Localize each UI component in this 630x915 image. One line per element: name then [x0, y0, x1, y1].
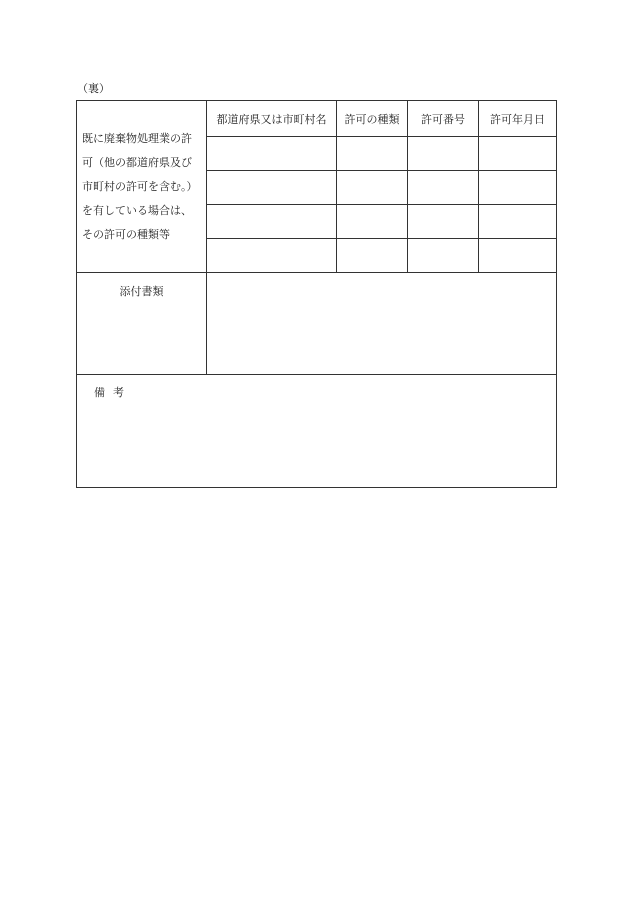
license-date-cell[interactable] [479, 239, 557, 273]
remarks-field[interactable] [77, 375, 557, 488]
license-type-cell[interactable] [337, 239, 408, 273]
license-number-cell[interactable] [408, 137, 479, 171]
header-license-type: 許可の種類 [337, 101, 408, 137]
license-type-cell[interactable] [337, 171, 408, 205]
header-license-number: 許可番号 [408, 101, 479, 137]
header-license-date: 許可年月日 [479, 101, 557, 137]
municipality-cell[interactable] [207, 205, 337, 239]
page-side-label: （裏） [77, 82, 110, 95]
existing-license-label-line: を有している場合は、 [82, 203, 192, 217]
header-row [77, 101, 557, 137]
license-number-cell[interactable] [408, 171, 479, 205]
license-form-table [76, 100, 557, 488]
existing-license-label-line: 可（他の都道府県及び [82, 155, 192, 169]
municipality-cell[interactable] [207, 137, 337, 171]
existing-license-label [77, 101, 207, 273]
attachments-field[interactable] [207, 273, 557, 375]
remarks-row [77, 375, 557, 488]
attachments-row [77, 273, 557, 375]
attachments-label: 添付書類 [77, 273, 207, 375]
license-date-cell[interactable] [479, 205, 557, 239]
existing-license-label-line: 既に廃棄物処理業の許 [82, 131, 192, 145]
license-type-cell[interactable] [337, 205, 408, 239]
remarks-label: 備考 [94, 386, 132, 399]
municipality-cell[interactable] [207, 239, 337, 273]
license-number-cell[interactable] [408, 205, 479, 239]
license-date-cell[interactable] [479, 137, 557, 171]
municipality-cell[interactable] [207, 171, 337, 205]
license-type-cell[interactable] [337, 137, 408, 171]
existing-license-label-line: その許可の種類等 [82, 227, 170, 241]
existing-license-label-line: 市町村の許可を含む。） [82, 179, 198, 193]
license-number-cell[interactable] [408, 239, 479, 273]
header-municipality: 都道府県又は市町村名 [207, 101, 337, 137]
license-date-cell[interactable] [479, 171, 557, 205]
